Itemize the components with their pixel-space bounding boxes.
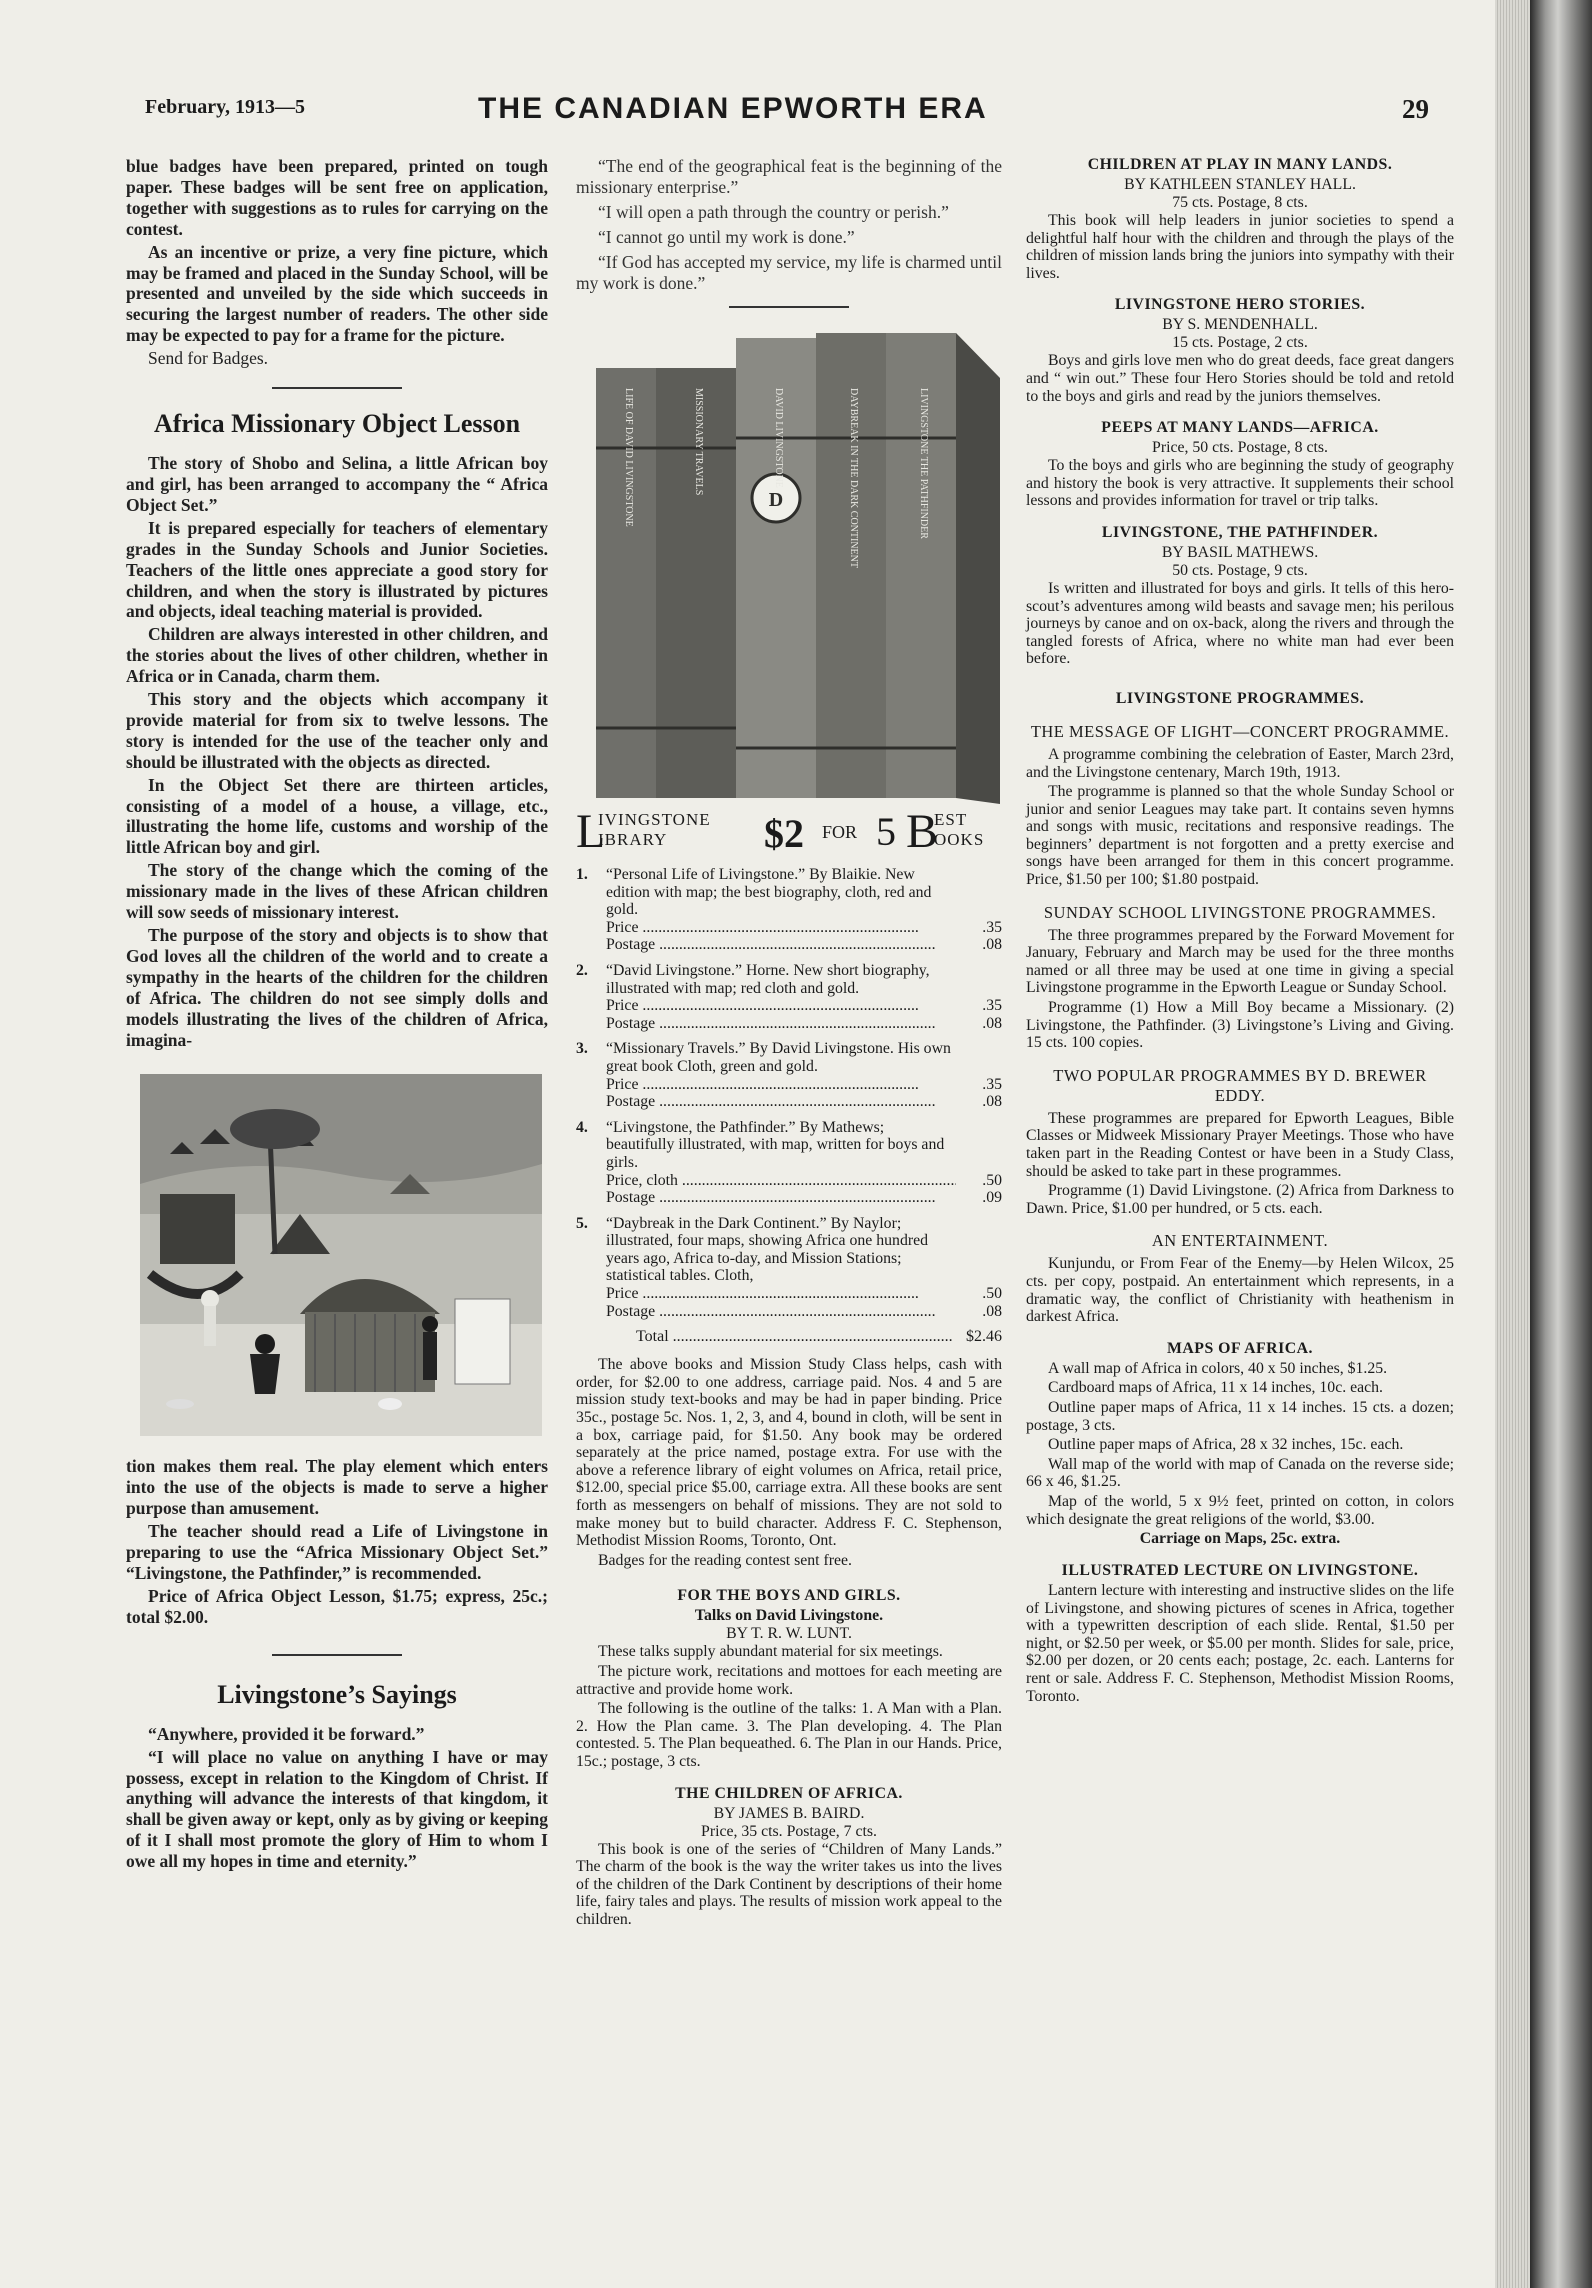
book-list	[576, 866, 1002, 1320]
postage-row	[606, 1303, 1002, 1321]
library-count: 5	[876, 809, 896, 854]
library-title-line3: EST	[934, 810, 968, 829]
book-description: “David Livingstone.” Horne. New short biography, illustrated with map; red cloth and gold.	[606, 961, 930, 997]
paragraph: This book is one of the series of “Children of Many Lands.” The charm of the book is the way the writer takes us into the lives of the children of the Dark Continent by descriptions of their home life, fairy tales and plays. The results of mission work appeal to the children.	[576, 1840, 1002, 1928]
paragraph: These talks supply abundant material for six meetings.	[598, 1643, 943, 1661]
children-africa-author: BY JAMES B. BAIRD.	[713, 1804, 865, 1822]
paragraph: The following is the outline of the talks: 1. A Man with a Plan. 2. How the Plan came. 3. The Plan developing. 4. The Plan contested. 5. The Plan bequeathed. 6. The Plan in our Hands. Price, 15c.; postage, 3 cts.	[576, 1700, 1002, 1770]
svg-text:D: D	[768, 489, 784, 511]
postage-value: .08	[982, 1302, 1002, 1320]
postage-value: .08	[982, 1093, 1002, 1111]
price-value: .35	[982, 918, 1002, 936]
book-description: “Personal Life of Livingstone.” By Blaikie. New edition with map; the best biography, cloth, red and gold.	[606, 866, 932, 919]
library-title-line4: OOKS	[934, 830, 985, 849]
message-heading: THE MESSAGE OF LIGHT—CONCERT PROGRAMME.	[1030, 721, 1450, 741]
book-item	[576, 1215, 1002, 1321]
book-description: “Daybreak in the Dark Continent.” By Naylor; illustrated, four maps, showing Africa one hundred years ago, Africa to-day, and Mission Stations; statistical tables. Cloth,	[606, 1214, 929, 1285]
price-value: .35	[982, 1075, 1002, 1093]
paragraph: The three programmes prepared by the Forward Movement for January, February and March may be used for the three months named or all three may be used at one time in giving a special Livingstone programme in the Epworth League or Sunday School.	[1026, 926, 1454, 997]
hero-stories-author: BY S. MENDENHALL.	[1162, 316, 1318, 334]
paragraph: Kunjundu, or From Fear of the Enemy—by Helen Wilcox, 25 cts. per copy, postpaid. An entertainment which represents, in a dramatic way, the conflict of Christianity with heathenism in darkest Africa.	[1026, 1255, 1454, 1326]
paragraph: In the Object Set there are thirteen articles, consisting of a model of a house, a village, etc., illustrating the home life, customs and worship of the little African boy and girl.	[126, 774, 548, 858]
book-number: 3.	[576, 1040, 588, 1058]
postage-row	[606, 1093, 1002, 1111]
price-row	[606, 1076, 1002, 1094]
book-spine-label: MISSIONARY TRAVELS	[693, 388, 704, 496]
book-spine-label: DAVID LIVINGSTONE	[773, 388, 784, 488]
postage-value: .08	[982, 936, 1002, 954]
talks-heading: Talks on David Livingstone.	[694, 1607, 884, 1625]
paragraph: Send for Badges.	[148, 348, 269, 369]
price-row	[606, 919, 1002, 937]
page-number: 29	[1402, 94, 1429, 124]
book-number: 4.	[576, 1118, 588, 1136]
paragraph: The picture work, recitations and mottoes for each meeting are attractive and provide home work.	[576, 1662, 1002, 1698]
paragraph: Map of the world, 5 x 9½ feet, printed on cotton, in colors which designate the great religions of the world, $3.00.	[1026, 1492, 1454, 1528]
paragraph: Outline paper maps of Africa, 28 x 32 inches, 15c. each.	[1048, 1436, 1404, 1454]
paragraph: The programme is planned so that the whole Sunday School or junior and senior Leagues may take part. It contains seven hymns and songs with music, recitations and responsive readings. The beginners’ department is not forgotten and a pretty exercise and songs have been arranged for them in this concert programme. Price, $1.50 per 100; $1.80 postpaid.	[1026, 783, 1454, 889]
children-play-price: 75 cts. Postage, 8 cts.	[1172, 194, 1308, 211]
book-description: “Missionary Travels.” By David Livingstone. His own great book Cloth, green and gold.	[606, 1040, 951, 1075]
hero-stories-heading: LIVINGSTONE HERO STORIES.	[1114, 296, 1366, 314]
paragraph: To the boys and girls who are beginning the study of geography and history the book is very attractive. It supplements their school lessons and provides information for travel or trip talks.	[1026, 457, 1454, 510]
african-village-photo	[140, 1074, 542, 1436]
books-illustration	[596, 328, 1000, 804]
two-programmes-heading: TWO POPULAR PROGRAMMES BY D. BREWER EDDY.	[1053, 1065, 1427, 1105]
children-play-author: BY KATHLEEN STANLEY HALL.	[1124, 176, 1356, 193]
library-price: $2	[764, 811, 804, 856]
paragraph: The above books and Mission Study Class helps, cash with order, for $2.00 to one address, carriage paid. Nos. 4 and 5 are mission study text-books and may be had in paper binding. Price 35c., postage 5c. Nos. 1, 2, 3, and 4, bound in cloth, will be sent in a box, carriage paid, for $1.50. Any book may be ordered separately at the price named, postage extra. For use with the above a reference library of eight volumes on Africa, retail price, $12.00, special price $5.00, carriage extra. All these books are sent forth as messengers on behalf of missions. They are not sold to make money but to build character. Address F. C. Stephenson, Methodist Mission Rooms, Toronto, Ont.	[576, 1356, 1002, 1550]
quote: “The end of the geographical feat is the beginning of the missionary enterprise.”	[576, 156, 1002, 197]
paragraph: Lantern lecture with interesting and instructive slides on the life of Livingstone, and showing pictures of scenes in Africa, together with a typewritten description of each slide. Rental, $1.50 per night, or $2.50 per week, or $5.00 per month. Slides for sale, price, $2.00 per dozen, or 20 cents each; postage, 2c. each. Lanterns for rent or sale. Address F. C. Stephenson, Methodist Mission Rooms, Toronto.	[1026, 1582, 1454, 1705]
book-number: 2.	[576, 961, 588, 979]
book-item	[576, 1119, 1002, 1207]
paragraph: Wall map of the world with map of Canada on the reverse side; 66 x 46, $1.25.	[1026, 1455, 1454, 1491]
total-value: $2.46	[966, 1328, 1002, 1346]
price-label: Price .....	[606, 1076, 956, 1094]
paragraph: Children are always interested in other children, and the stories about the lives of other children, whether in Africa or in Canada, charm them.	[126, 624, 548, 687]
book-item	[576, 866, 1002, 954]
price-label: Price .....	[606, 997, 956, 1015]
book-number: 5.	[576, 1214, 588, 1232]
book-item	[576, 1040, 1002, 1110]
book-description: “Livingstone, the Pathfinder.” By Mathews; beautifully illustrated, with map, written for boys and girls.	[606, 1118, 945, 1171]
peeps-heading: PEEPS AT MANY LANDS—AFRICA.	[1101, 419, 1379, 437]
total-row	[636, 1328, 1002, 1346]
paragraph: The teacher should read a Life of Livingstone in preparing to use the “Africa Missionary Object Set.” “Livingstone, the Pathfinder,” is recommended.	[126, 1521, 548, 1583]
postage-row	[606, 1189, 1002, 1207]
paragraph: “I will place no value on anything I have or may possess, except in relation to the Kingdom of Christ. If anything will advance the interests of that kingdom, it shall be given away or kept, only as by giving or keeping of it I shall most promote the glory of Him to whom I owe all my hopes in time and eternity.”	[126, 1746, 548, 1872]
paragraph: This story and the objects which accompany it provide material for from six to twelve lessons. The story is intended for the use of the teacher only and should be illustrated with the objects as directed.	[126, 689, 548, 772]
paragraph: A programme combining the celebration of Easter, March 23rd, and the Livingstone centenary, March 19th, 1913.	[1026, 745, 1454, 781]
publication-title: THE CANADIAN EPWORTH ERA	[478, 92, 988, 125]
page-header	[0, 92, 1500, 132]
postage-label: Postage .....	[606, 936, 956, 954]
maps-carriage-note: Carriage on Maps, 25c. extra.	[1139, 1530, 1341, 1548]
pathfinder-author: BY BASIL MATHEWS.	[1161, 543, 1319, 561]
paragraph: The purpose of the story and objects is to show that God loves all the children of the world and to create a sympathy in the hearts of the children for the children of Africa. The children do not see simply dolls and models illustrating the lives of the children of Africa, imagina-	[126, 925, 548, 1050]
postage-value: .09	[982, 1189, 1002, 1207]
paragraph: As an incentive or prize, a very fine picture, which may be framed and placed in the Sunday School, will be presented and unveiled by the side which succeeds in securing the largest number of readers. The other side may be expected to pay for a frame for the picture.	[126, 241, 548, 346]
postage-row	[606, 1015, 1002, 1033]
book-spine-label: DAYBREAK IN THE DARK CONTINENT	[848, 388, 859, 568]
library-title-line2: IBRARY	[598, 830, 668, 849]
african-village-illustration	[140, 1074, 542, 1436]
book-spine-label: LIVINGSTONE THE PATHFINDER	[918, 388, 929, 539]
children-africa-heading: THE CHILDREN OF AFRICA.	[675, 1784, 903, 1802]
book-item	[576, 962, 1002, 1032]
library-initial-b: B	[906, 805, 939, 858]
paragraph: Programme (1) David Livingstone. (2) Africa from Darkness to Dawn. Price, $1.00 per hundred, or 5 cts. each.	[1026, 1182, 1454, 1217]
column-left	[126, 156, 548, 1874]
section-divider	[729, 306, 849, 308]
book-spine-label: LIFE OF DAVID LIVINGSTONE	[623, 388, 634, 527]
price-row	[606, 1285, 1002, 1303]
paragraph: The story of the change which the coming of the missionary made in the lives of these African children will sow seeds of missionary interest.	[126, 860, 548, 923]
lecture-heading: ILLUSTRATED LECTURE ON LIVINGSTONE.	[1061, 1562, 1419, 1580]
price-value: .35	[982, 997, 1002, 1015]
livingstone-library-banner	[576, 805, 1002, 858]
paragraph: Boys and girls love men who do great deeds, face great dangers and “ win out.” These four Hero Stories should be told and retold to the boys and girls and read by the juniors themselves.	[1026, 352, 1454, 405]
sunday-school-heading: SUNDAY SCHOOL LIVINGSTONE PROGRAMMES.	[1043, 902, 1437, 922]
quote: “I will open a path through the country or perish.”	[598, 202, 949, 222]
paragraph: “Anywhere, provided it be forward.”	[148, 1723, 425, 1744]
paragraph: Price of Africa Object Lesson, $1.75; express, 25c.; total $2.00.	[126, 1585, 548, 1627]
children-play-heading: CHILDREN AT PLAY IN MANY LANDS.	[1087, 156, 1393, 173]
total-label: Total .....	[636, 1328, 966, 1346]
talks-author: BY T. R. W. LUNT.	[726, 1625, 852, 1643]
pathfinder-heading: LIVINGSTONE, THE PATHFINDER.	[1101, 523, 1379, 541]
programmes-heading: LIVINGSTONE PROGRAMMES.	[1115, 689, 1365, 707]
paragraph: blue badges have been prepared, printed on tough paper. These badges will be sent free on application, together with suggestions as to rules for carrying on the contest.	[126, 156, 548, 239]
quote: “I cannot go until my work is done.”	[598, 227, 855, 247]
postage-row	[606, 936, 1002, 954]
pathfinder-price: 50 cts. Postage, 9 cts.	[1172, 561, 1308, 579]
postage-value: .08	[982, 1014, 1002, 1032]
paragraph: Cardboard maps of Africa, 11 x 14 inches, 10c. each.	[1048, 1379, 1383, 1397]
paragraph: The story of Shobo and Selina, a little African boy and girl, has been arranged to accompany the “ Africa Object Set.”	[126, 453, 548, 515]
column-middle	[576, 156, 1002, 1931]
peeps-price: Price, 50 cts. Postage, 8 cts.	[1152, 439, 1328, 457]
book-binding	[1530, 0, 1592, 2288]
africa-lesson-heading: Africa Missionary Object Lesson	[153, 409, 521, 439]
library-title-line1: IVINGSTONE	[598, 810, 711, 829]
book-number: 1.	[576, 866, 588, 883]
price-row	[606, 997, 1002, 1015]
children-africa-price: Price, 35 cts. Postage, 7 cts.	[701, 1822, 877, 1840]
paragraph: tion makes them real. The play element which enters into the use of the objects is made to serve a higher purpose than amusement.	[126, 1456, 548, 1519]
page-edge	[1495, 0, 1535, 2288]
price-value: .50	[982, 1285, 1002, 1303]
price-label: Price .....	[606, 919, 956, 937]
maps-heading: MAPS OF AFRICA.	[1166, 1339, 1313, 1357]
book-stack-illustration	[596, 328, 1000, 804]
paragraph: This book will help leaders in junior societies to spend a delightful half hour with the children and through the plays of the children of mission lands bring the juniors into sympathy with their lives.	[1026, 212, 1454, 282]
paragraph: These programmes are prepared for Epworth Leagues, Bible Classes or Midweek Missionary Prayer Meetings. Those who have taken part in the Reading Contest or have been in a Study Class, should be asked to take part in these programmes.	[1026, 1109, 1454, 1180]
sayings-heading: Livingstone’s Sayings	[217, 1679, 457, 1709]
column-right	[1026, 156, 1454, 1707]
price-label: Price, cloth .....	[606, 1172, 956, 1190]
postage-label: Postage .....	[606, 1189, 956, 1207]
entertainment-heading: AN ENTERTAINMENT.	[1151, 1231, 1329, 1251]
postage-label: Postage .....	[606, 1303, 956, 1321]
library-for: FOR	[822, 822, 858, 842]
price-label: Price .....	[606, 1285, 956, 1303]
paragraph: Badges for the reading contest sent free.	[598, 1551, 852, 1569]
hero-stories-price: 15 cts. Postage, 2 cts.	[1172, 334, 1308, 352]
price-value: .50	[982, 1171, 1002, 1189]
paragraph: Is written and illustrated for boys and girls. It tells of this hero-scout’s adventures among wild beasts and savage men; his perilous journeys by canoe and on ox-back, along the rivers and through the tangled forests of Africa, where no white man had ever been before.	[1026, 579, 1454, 668]
section-divider	[272, 387, 402, 389]
boys-girls-heading: FOR THE BOYS AND GIRLS.	[677, 1587, 901, 1605]
price-row	[606, 1172, 1002, 1190]
paragraph: Outline paper maps of Africa, 11 x 14 inches. 15 cts. a dozen; postage, 3 cts.	[1026, 1398, 1454, 1434]
paragraph: A wall map of Africa in colors, 40 x 50 inches, $1.25.	[1048, 1359, 1388, 1377]
issue-date: February, 1913—5	[145, 96, 305, 118]
postage-label: Postage .....	[606, 1015, 956, 1033]
quote: “If God has accepted my service, my life is charmed until my work is done.”	[576, 252, 1002, 293]
postage-label: Postage .....	[606, 1093, 956, 1111]
paragraph: It is prepared especially for teachers of elementary grades in the Sunday Schools and Junior Societies. Teachers of the little ones appreciate a good story for children, and when the story is illustrated by pictures and objects, ideal teaching material is provided.	[126, 517, 548, 622]
library-initial-l: L	[576, 805, 606, 858]
section-divider	[272, 1654, 402, 1656]
paragraph: Programme (1) How a Mill Boy became a Missionary. (2) Livingstone, the Pathfinder. (3) Livingstone’s Living and Giving. 15 cts. 100 copies.	[1026, 999, 1454, 1052]
